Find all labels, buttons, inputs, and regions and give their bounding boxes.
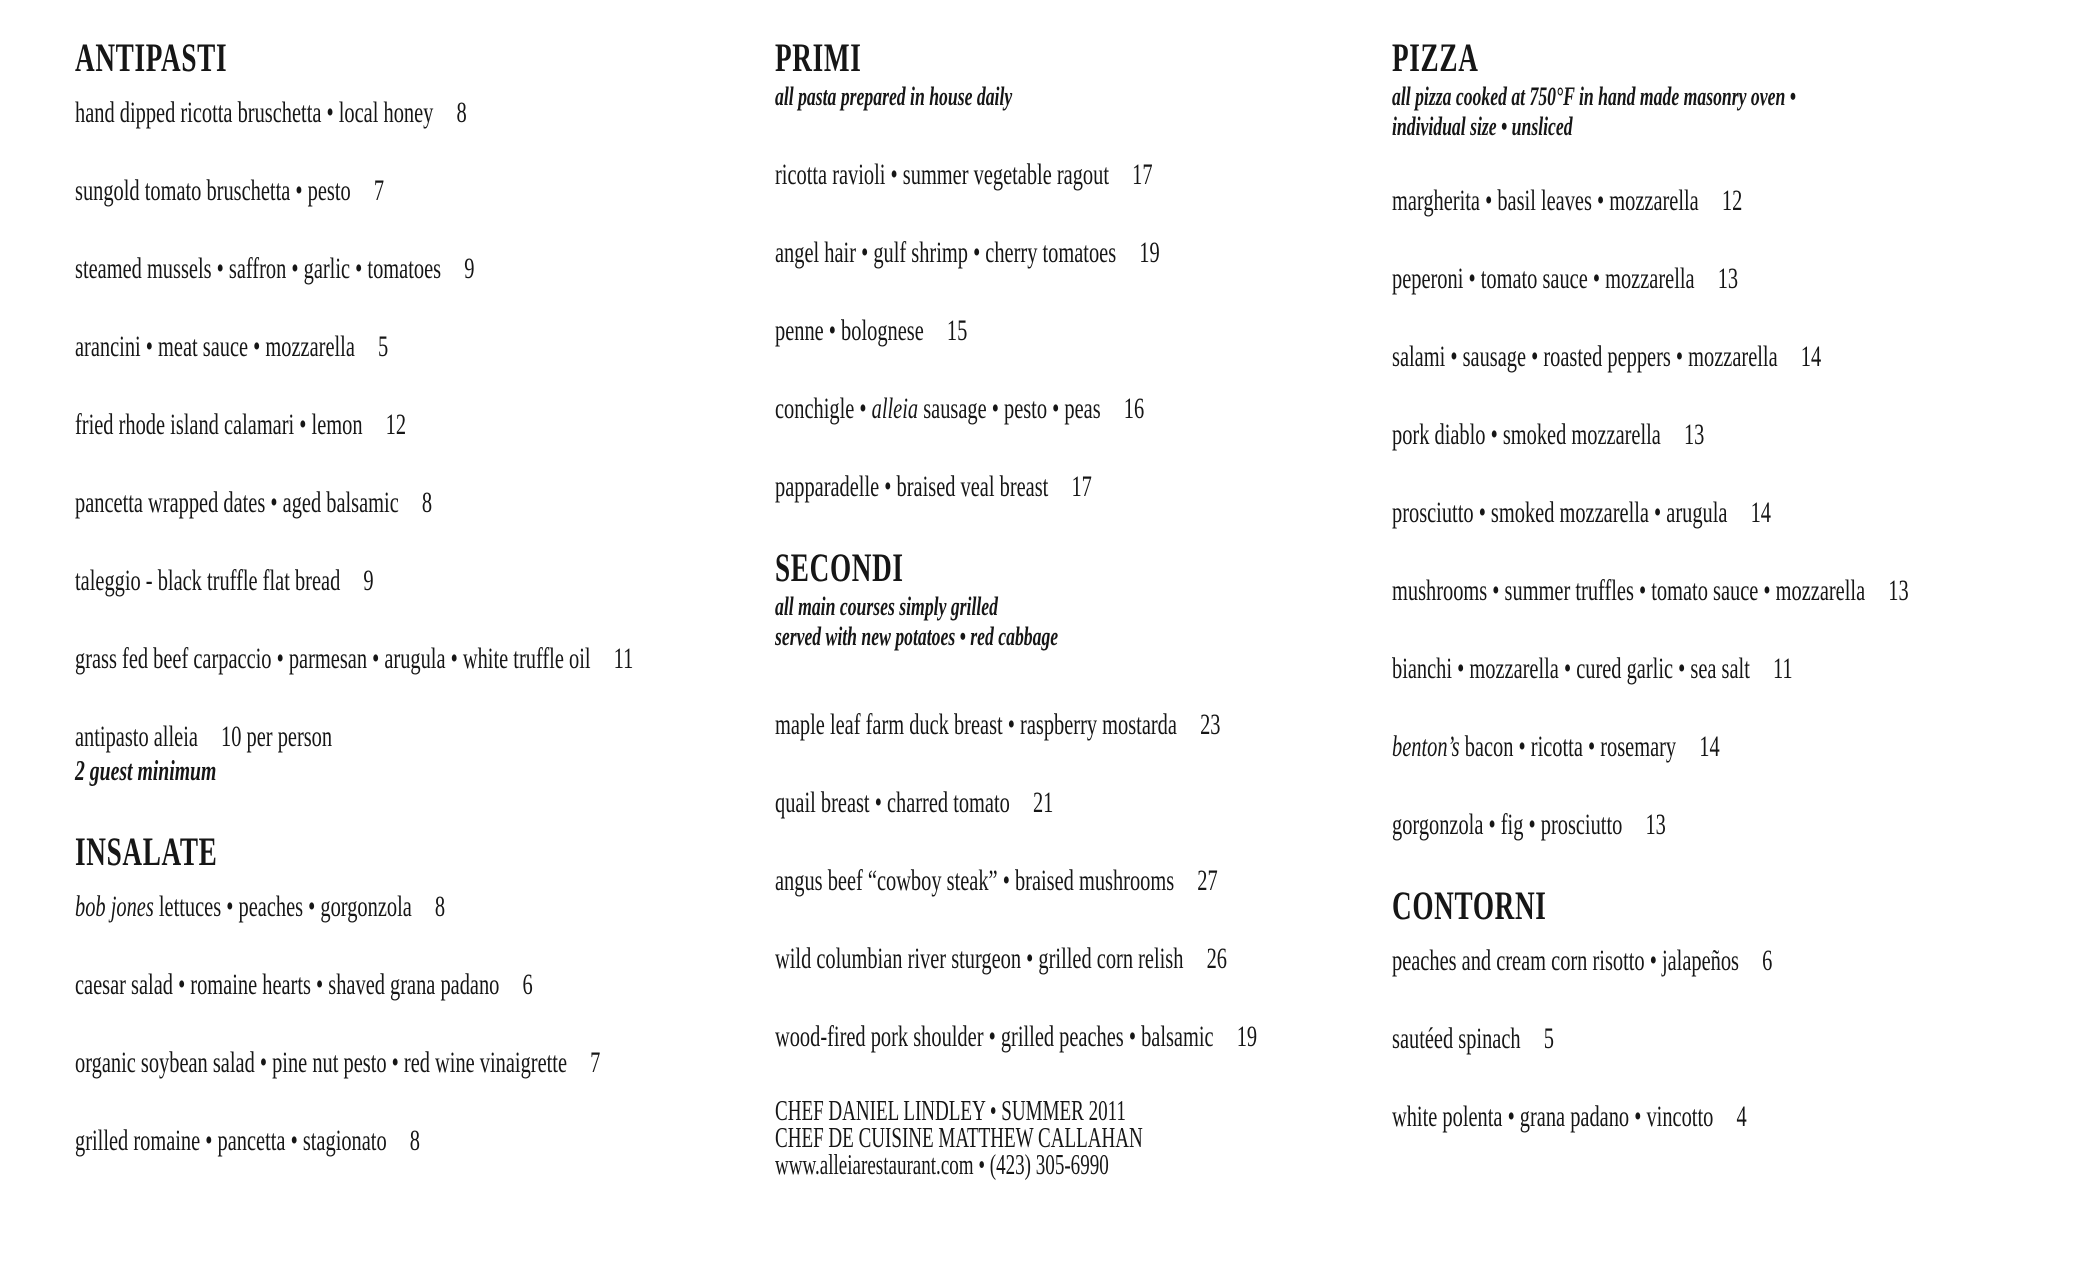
menu-item-line bbox=[75, 1046, 601, 1080]
section-subtitle-line: all pasta prepared in house daily bbox=[775, 82, 1013, 111]
menu-item bbox=[75, 252, 765, 286]
item-name: fried rhode island calamari • lemon bbox=[75, 408, 363, 441]
menu-item-line bbox=[75, 252, 544, 286]
menu-item-line bbox=[775, 392, 1210, 426]
item-price: 15 bbox=[946, 314, 968, 347]
item-name: antipasto alleia bbox=[75, 720, 198, 753]
item-price: 13 bbox=[1645, 808, 1666, 841]
menu-item-line bbox=[1392, 418, 1868, 452]
menu-item-line bbox=[775, 314, 1210, 348]
menu-item bbox=[775, 1020, 1415, 1054]
item-name: caesar salad • romaine hearts • shaved grana padano bbox=[75, 968, 500, 1001]
menu-item bbox=[775, 708, 1415, 742]
menu-item-line bbox=[775, 158, 1210, 192]
item-name: pork diablo • smoked mozzarella bbox=[1392, 418, 1661, 451]
section-antipasti bbox=[75, 35, 765, 788]
section-title: INSALATE bbox=[75, 829, 218, 874]
item-price: 8 bbox=[456, 96, 467, 129]
section-items bbox=[775, 158, 1415, 504]
menu-item bbox=[75, 642, 765, 676]
item-name: peaches and cream corn risotto • jalapeños bbox=[1392, 944, 1740, 977]
item-price: 13 bbox=[1717, 262, 1739, 295]
section-subtitle bbox=[1392, 82, 2092, 142]
section-title: CONTORNI bbox=[1392, 883, 1547, 928]
item-name: salami • sausage • roasted peppers • mozzarella bbox=[1392, 340, 1778, 373]
item-price: 19 bbox=[1139, 236, 1160, 269]
menu-item-line bbox=[1392, 1022, 1868, 1056]
item-price: 17 bbox=[1071, 470, 1092, 503]
footer-line: CHEF DANIEL LINDLEY • SUMMER 2011 bbox=[775, 1096, 1126, 1127]
menu-item bbox=[1392, 574, 2092, 608]
menu-item bbox=[1392, 944, 2092, 978]
item-name: white polenta • grana padano • vincotto bbox=[1392, 1100, 1714, 1133]
item-name: peperoni • tomato sauce • mozzarella bbox=[1392, 262, 1695, 295]
section-primi bbox=[775, 35, 1415, 504]
footer-line: www.alleiarestaurant.com • (423) 305-6990 bbox=[775, 1150, 1109, 1181]
item-name: wild columbian river sturgeon • grilled corn relish bbox=[775, 942, 1184, 975]
item-price: 12 bbox=[385, 408, 407, 441]
menu-item-line bbox=[775, 1020, 1258, 1054]
item-price: 23 bbox=[1200, 708, 1221, 741]
item-price: 11 bbox=[613, 642, 634, 675]
item-price: 8 bbox=[409, 1124, 421, 1157]
section-items bbox=[775, 708, 1415, 1054]
item-price: 13 bbox=[1683, 418, 1705, 451]
item-name: sausage • pesto • peas bbox=[918, 392, 1101, 425]
item-price: 10 per person bbox=[221, 720, 333, 753]
item-name: sautéed spinach bbox=[1392, 1022, 1521, 1055]
menu-item-line bbox=[75, 564, 544, 598]
menu-item-line bbox=[75, 1124, 544, 1158]
menu-item-line bbox=[1392, 944, 1868, 978]
item-name: bacon • ricotta • rosemary bbox=[1459, 730, 1677, 763]
item-price: 6 bbox=[1762, 944, 1773, 977]
menu-item bbox=[1392, 1100, 2092, 1134]
menu-item-line bbox=[1392, 496, 1868, 530]
item-name: quail breast • charred tomato bbox=[775, 786, 1010, 819]
menu-item bbox=[75, 96, 765, 130]
item-name: papparadelle • braised veal breast bbox=[775, 470, 1049, 503]
menu-item bbox=[1392, 496, 2092, 530]
menu-item-line bbox=[1392, 730, 1868, 764]
menu-item-line bbox=[75, 330, 544, 364]
item-price: 11 bbox=[1772, 652, 1793, 685]
menu-item-line bbox=[1392, 808, 1868, 842]
item-price: 19 bbox=[1236, 1020, 1258, 1053]
menu-item bbox=[775, 314, 1415, 348]
item-name: angel hair • gulf shrimp • cherry tomatoes bbox=[775, 236, 1117, 269]
menu-item bbox=[775, 158, 1415, 192]
item-price: 12 bbox=[1721, 184, 1743, 217]
menu-item bbox=[75, 720, 765, 788]
menu-item bbox=[75, 330, 765, 364]
menu-item-line bbox=[1392, 340, 1868, 374]
menu-item-line bbox=[1392, 574, 1909, 608]
item-name: lettuces • peaches • gorgonzola bbox=[153, 890, 412, 923]
item-name: penne • bolognese bbox=[775, 314, 924, 347]
menu-item-line bbox=[75, 890, 544, 924]
menu-item bbox=[75, 1046, 765, 1080]
menu-item bbox=[775, 236, 1415, 270]
menu-item-line bbox=[75, 408, 544, 442]
section-subtitle-line: all pizza cooked at 750°F in hand made masonry oven • bbox=[1392, 82, 1796, 111]
menu-item bbox=[775, 942, 1415, 976]
menu-item bbox=[1392, 262, 2092, 296]
footer-line: CHEF DE CUISINE MATTHEW CALLAHAN bbox=[775, 1123, 1143, 1154]
menu-item bbox=[1392, 652, 2092, 686]
item-name: ricotta ravioli • summer vegetable ragout bbox=[775, 158, 1109, 191]
item-name: pancetta wrapped dates • aged balsamic bbox=[75, 486, 399, 519]
menu-item bbox=[75, 408, 765, 442]
menu-item-line bbox=[1392, 184, 1868, 218]
section-subtitle-line: served with new potatoes • red cabbage bbox=[775, 622, 1059, 651]
menu-item bbox=[1392, 1022, 2092, 1056]
menu-item bbox=[1392, 340, 2092, 374]
menu-item bbox=[1392, 184, 2092, 218]
menu-item bbox=[775, 864, 1415, 898]
menu-column-right bbox=[1392, 35, 2092, 1178]
menu-item bbox=[75, 174, 765, 208]
menu-item-line bbox=[1392, 262, 1868, 296]
menu-item-line bbox=[775, 786, 1210, 820]
item-price: 5 bbox=[1543, 1022, 1554, 1055]
menu-item-line bbox=[775, 864, 1218, 898]
item-name: taleggio - black truffle flat bread bbox=[75, 564, 341, 597]
menu-item-line bbox=[775, 470, 1210, 504]
menu-item bbox=[75, 1124, 765, 1158]
menu-item-line bbox=[75, 486, 544, 520]
footer-chef-info bbox=[775, 1098, 1415, 1179]
section-title: ANTIPASTI bbox=[75, 35, 228, 80]
section-items bbox=[1392, 184, 2092, 842]
item-price: 13 bbox=[1888, 574, 1909, 607]
menu-item bbox=[75, 564, 765, 598]
item-name: wood-fired pork shoulder • grilled peaches • balsamic bbox=[775, 1020, 1214, 1053]
menu-item bbox=[75, 486, 765, 520]
item-name: prosciutto • smoked mozzarella • arugula bbox=[1392, 496, 1728, 529]
section-title: PIZZA bbox=[1392, 35, 1479, 80]
section-subtitle bbox=[775, 82, 1415, 112]
item-price: 8 bbox=[434, 890, 446, 923]
item-name: sungold tomato bruschetta • pesto bbox=[75, 174, 351, 207]
item-name: grilled romaine • pancetta • stagionato bbox=[75, 1124, 387, 1157]
menu-item bbox=[775, 392, 1415, 426]
section-contorni bbox=[1392, 883, 2092, 1134]
menu-item-line bbox=[1392, 652, 1868, 686]
item-name: bianchi • mozzarella • cured garlic • sea salt bbox=[1392, 652, 1750, 685]
menu-item-line bbox=[75, 642, 634, 676]
item-price: 26 bbox=[1206, 942, 1227, 975]
item-note: 2 guest minimum bbox=[75, 755, 217, 787]
section-title: PRIMI bbox=[775, 35, 862, 80]
section-pizza bbox=[1392, 35, 2092, 842]
item-name: steamed mussels • saffron • garlic • tomatoes bbox=[75, 252, 442, 285]
item-price: 17 bbox=[1132, 158, 1153, 191]
item-name: hand dipped ricotta bruschetta • local honey bbox=[75, 96, 434, 129]
section-items bbox=[1392, 944, 2092, 1134]
section-items bbox=[75, 96, 765, 788]
item-name-italic: benton’s bbox=[1392, 730, 1460, 763]
menu-item-line bbox=[75, 968, 544, 1002]
item-price: 8 bbox=[421, 486, 433, 519]
item-name: margherita • basil leaves • mozzarella bbox=[1392, 184, 1699, 217]
item-price: 6 bbox=[522, 968, 533, 1001]
menu-item bbox=[1392, 808, 2092, 842]
section-title: SECONDI bbox=[775, 545, 904, 590]
menu-item bbox=[1392, 730, 2092, 764]
item-name: conchigle • bbox=[775, 392, 872, 425]
section-subtitle-line: all main courses simply grilled bbox=[775, 592, 998, 621]
menu-item-line bbox=[775, 942, 1227, 976]
menu-item-line bbox=[775, 236, 1210, 270]
item-name: maple leaf farm duck breast • raspberry mostarda bbox=[775, 708, 1177, 741]
menu-item bbox=[775, 786, 1415, 820]
section-secondi bbox=[775, 545, 1415, 1054]
menu-item bbox=[75, 968, 765, 1002]
menu-column-left bbox=[75, 35, 765, 1202]
item-name-italic: alleia bbox=[871, 392, 919, 425]
menu-column-center bbox=[775, 35, 1415, 1181]
menu-item-line bbox=[75, 720, 544, 754]
item-name: grass fed beef carpaccio • parmesan • arugula • white truffle oil bbox=[75, 642, 591, 675]
section-subtitle bbox=[775, 592, 1415, 652]
item-price: 14 bbox=[1699, 730, 1720, 763]
item-price: 27 bbox=[1197, 864, 1218, 897]
menu-item-line bbox=[75, 96, 544, 130]
item-price: 16 bbox=[1123, 392, 1145, 425]
item-name: angus beef “cowboy steak” • braised mushrooms bbox=[775, 864, 1175, 897]
item-name: gorgonzola • fig • prosciutto bbox=[1392, 808, 1623, 841]
section-insalate bbox=[75, 829, 765, 1158]
item-name: organic soybean salad • pine nut pesto • red wine vinaigrette bbox=[75, 1046, 568, 1079]
item-name-italic: bob jones bbox=[75, 890, 154, 923]
section-items bbox=[75, 890, 765, 1158]
item-price: 21 bbox=[1032, 786, 1054, 819]
menu-item bbox=[775, 470, 1415, 504]
item-name: mushrooms • summer truffles • tomato sauce • mozzarella bbox=[1392, 574, 1866, 607]
item-price: 14 bbox=[1750, 496, 1772, 529]
item-price: 9 bbox=[464, 252, 475, 285]
menu-item bbox=[1392, 418, 2092, 452]
item-name: arancini • meat sauce • mozzarella bbox=[75, 330, 355, 363]
menu-item-line bbox=[775, 708, 1221, 742]
menu-item-line bbox=[75, 174, 544, 208]
item-price: 5 bbox=[378, 330, 389, 363]
section-subtitle-line: individual size • unsliced bbox=[1392, 112, 1573, 141]
menu-item-line bbox=[1392, 1100, 1868, 1134]
item-price: 7 bbox=[590, 1046, 601, 1079]
menu-item bbox=[75, 890, 765, 924]
item-price: 4 bbox=[1736, 1100, 1747, 1133]
item-price: 9 bbox=[363, 564, 374, 597]
item-price: 7 bbox=[373, 174, 385, 207]
item-price: 14 bbox=[1800, 340, 1822, 373]
